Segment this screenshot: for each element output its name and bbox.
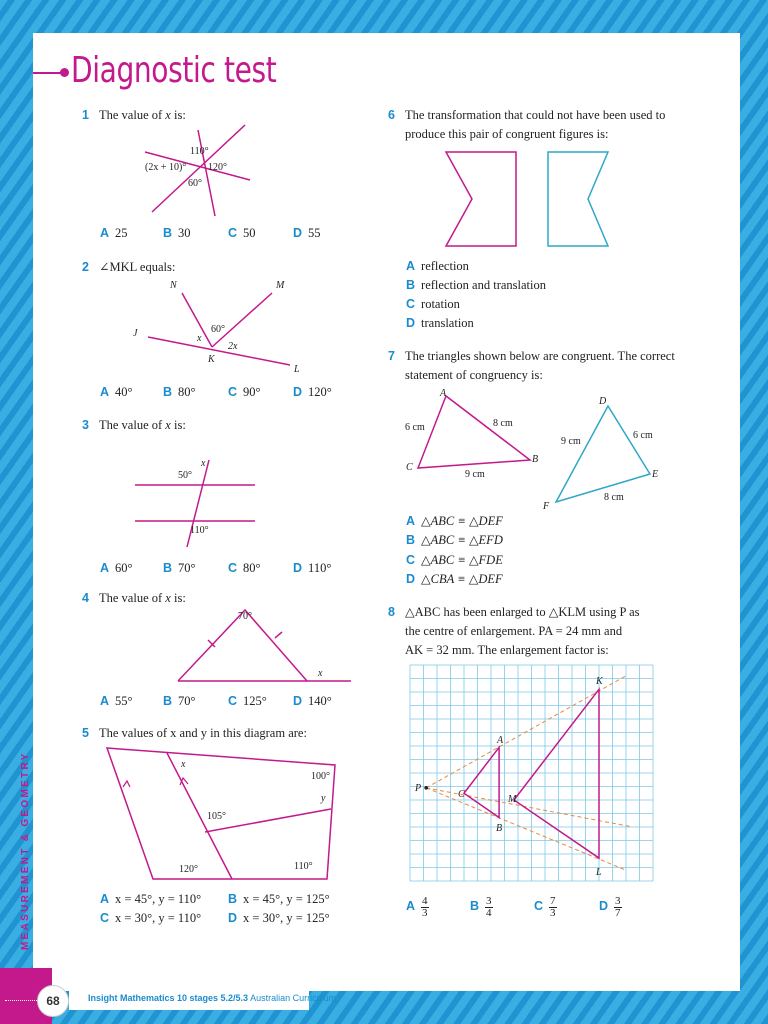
q2-label-x: x xyxy=(197,333,202,344)
q7-label-d: D xyxy=(599,396,607,407)
q4-option-d[interactable]: D 140° xyxy=(293,694,332,708)
q7-option-a[interactable]: A △ABC ≡ △DEF xyxy=(406,514,503,528)
q2-number: 2 xyxy=(82,260,89,274)
q6-text: The transformation that could not have been used to produce this pair of congruent figures is: xyxy=(405,108,666,141)
q6-number: 6 xyxy=(388,108,395,122)
q8-text: △ABC has been enlarged to △KLM using P as the centre of enlargement. PA = 24 mm and AK = 32 mm. The enlargement factor is: xyxy=(405,605,640,657)
q7-diagram xyxy=(410,390,670,510)
q3-option-d[interactable]: D 110° xyxy=(293,561,332,575)
q8-label-l: L xyxy=(596,867,602,878)
q8-option-d[interactable]: D $\frac{3}{7}$ xyxy=(599,895,621,919)
q5-text: The values of x and y in this diagram are: xyxy=(99,726,307,740)
q4-text: The value of x is: xyxy=(99,591,186,605)
q1-option-a[interactable]: A 25 xyxy=(100,226,128,240)
q1-number: 1 xyxy=(82,108,89,122)
page-number: 68 xyxy=(37,985,69,1017)
q7-label-8cm-a: 8 cm xyxy=(493,418,513,429)
q7-label-f: F xyxy=(543,501,550,512)
footer-text: Insight Mathematics 10 stages 5.2/5.3 Australian Curriculum xyxy=(88,993,337,1003)
q5-number: 5 xyxy=(82,726,89,740)
q2-label-j: J xyxy=(133,328,138,339)
q7-label-9cm-a: 9 cm xyxy=(465,469,485,480)
q1-option-d[interactable]: D 55 xyxy=(293,226,321,240)
q7-option-b[interactable]: B △ABC ≡ △EFD xyxy=(406,533,503,547)
q2-label-k: K xyxy=(208,354,215,365)
q3-option-c[interactable]: C 80° xyxy=(228,561,261,575)
q8-label-p: P xyxy=(415,783,422,794)
q2-text: ∠MKL equals: xyxy=(99,260,176,274)
q8-number: 8 xyxy=(388,605,395,619)
q5-label-105: 105° xyxy=(207,811,226,822)
q7-text: The triangles shown below are congruent. The correct statement of congruency is: xyxy=(405,349,675,382)
q7-label-9cm-b: 9 cm xyxy=(561,436,581,447)
triangle-abc xyxy=(464,747,499,817)
q4-number: 4 xyxy=(82,591,89,605)
q3-text: The value of x is: xyxy=(99,418,186,432)
q8-grid xyxy=(410,665,654,883)
q7-label-8cm-b: 8 cm xyxy=(604,492,624,503)
q5-label-120: 120° xyxy=(179,864,198,875)
q1-option-c[interactable]: C 50 xyxy=(228,226,256,240)
q1-label-60: 60° xyxy=(188,178,202,189)
q8-label-m: M xyxy=(508,794,517,805)
q1-label-expr: (2x + 10)° xyxy=(145,162,187,173)
q7-label-a: A xyxy=(440,388,447,399)
side-label: MEASUREMENT & GEOMETRY xyxy=(20,751,31,950)
q2-option-c[interactable]: C 90° xyxy=(228,385,261,399)
page-title: Diagnostic test xyxy=(71,50,277,91)
q5-label-x: x xyxy=(181,759,186,770)
q5-label-110: 110° xyxy=(294,861,313,872)
q3-option-b[interactable]: B 70° xyxy=(163,561,196,575)
q4-label-70: 70° xyxy=(238,611,252,622)
q2-label-60: 60° xyxy=(211,324,225,335)
q8-label-k: K xyxy=(596,676,603,687)
q7-label-c: C xyxy=(406,462,413,473)
q4-diagram xyxy=(175,605,355,685)
q2-label-2x: 2x xyxy=(228,341,238,352)
q4-option-a[interactable]: A 55° xyxy=(100,694,133,708)
q3-label-110: 110° xyxy=(190,525,209,536)
q5-option-c[interactable]: C x = 30°, y = 110° xyxy=(100,911,202,925)
q6-option-d[interactable]: D translation xyxy=(406,316,474,330)
q2-option-b[interactable]: B 80° xyxy=(163,385,196,399)
q8-label-c: C xyxy=(458,789,465,800)
q3-label-x: x xyxy=(201,458,206,469)
q6-diagram xyxy=(440,150,620,250)
q4-option-b[interactable]: B 70° xyxy=(163,694,196,708)
q1-label-110: 110° xyxy=(190,146,209,157)
q7-number: 7 xyxy=(388,349,395,363)
q8-option-b[interactable]: B $\frac{3}{4}$ xyxy=(470,895,492,919)
q2-option-d[interactable]: D 120° xyxy=(293,385,332,399)
q4-label-x: x xyxy=(318,668,323,679)
q8-label-b: B xyxy=(496,823,503,834)
q6-option-b[interactable]: B reflection and translation xyxy=(406,278,546,292)
q5-option-d[interactable]: D x = 30°, y = 125° xyxy=(228,911,330,925)
q5-option-a[interactable]: A x = 45°, y = 110° xyxy=(100,892,202,906)
title-rule xyxy=(33,72,63,74)
q3-option-a[interactable]: A 60° xyxy=(100,561,133,575)
q1-label-120: 120° xyxy=(208,162,227,173)
q8-option-a[interactable]: A $\frac{4}{3}$ xyxy=(406,895,428,919)
title-dot xyxy=(60,68,69,77)
q7-label-e: E xyxy=(652,469,659,480)
q6-option-c[interactable]: C rotation xyxy=(406,297,460,311)
q6-option-a[interactable]: A reflection xyxy=(406,259,469,273)
q7-option-c[interactable]: C △ABC ≡ △FDE xyxy=(406,553,503,567)
q2-diagram xyxy=(140,285,310,370)
q2-option-a[interactable]: A 40° xyxy=(100,385,133,399)
q7-label-6cm-a: 6 cm xyxy=(405,422,425,433)
q3-number: 3 xyxy=(82,418,89,432)
q3-label-50: 50° xyxy=(178,470,192,481)
footer-rule xyxy=(5,1000,37,1001)
q1-option-b[interactable]: B 30 xyxy=(163,226,191,240)
q8-option-c[interactable]: C $\frac{7}{3}$ xyxy=(534,895,556,919)
q7-label-6cm-b: 6 cm xyxy=(633,430,653,441)
q4-option-c[interactable]: C 125° xyxy=(228,694,267,708)
q2-label-n: N xyxy=(170,280,177,291)
q7-label-b: B xyxy=(532,454,539,465)
q5-label-100: 100° xyxy=(311,771,330,782)
centre-point xyxy=(424,786,428,790)
q5-label-y: y xyxy=(321,793,326,804)
q8-label-a: A xyxy=(497,735,504,746)
q7-option-d[interactable]: D △CBA ≡ △DEF xyxy=(406,572,503,586)
q2-label-l: L xyxy=(294,364,300,375)
q2-label-m: M xyxy=(276,280,285,291)
q5-option-b[interactable]: B x = 45°, y = 125° xyxy=(228,892,330,906)
q1-text: The value of x is: xyxy=(99,108,186,122)
